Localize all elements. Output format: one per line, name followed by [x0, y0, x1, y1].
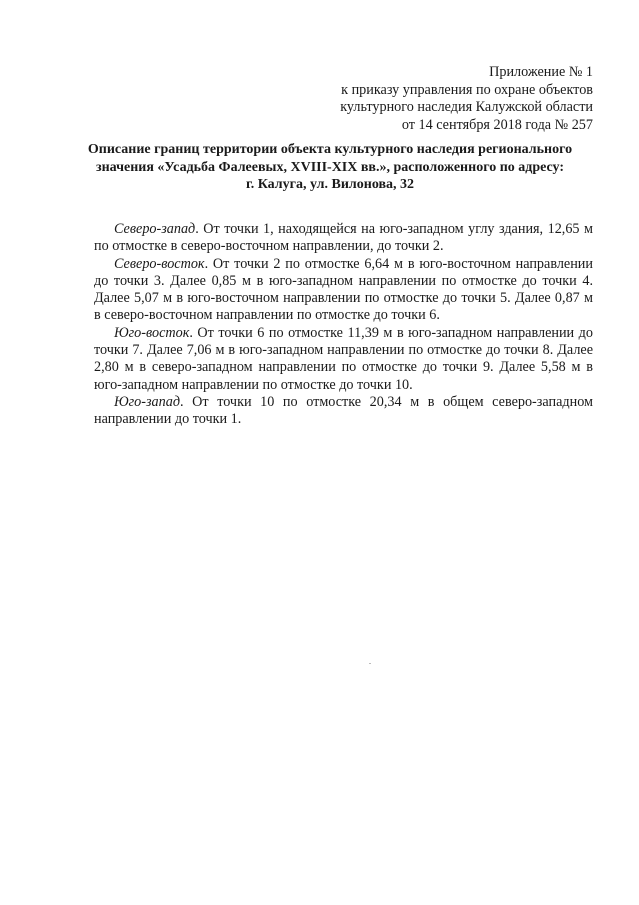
title-line-1: Описание границ территории объекта культурного наследия регионального — [87, 142, 573, 157]
section-southwest — [94, 394, 593, 429]
scan-speck — [369, 663, 371, 664]
appendix-line-authority: культурного наследия Калужской области — [340, 99, 593, 115]
section-direction: Юго-запад — [114, 393, 180, 410]
section-text: . От точки 10 по отмостке 20,34 м в общем северо-западном направлении до точки 1. — [94, 393, 593, 428]
section-direction: Юго-восток — [114, 324, 190, 341]
section-text: . От точки 1, находящейся на юго-западном углу здания, 12,65 м по отмостке в северо-восточном направлении, до точки 2. — [94, 221, 593, 255]
section-direction: Северо-запад — [114, 221, 196, 237]
appendix-line-number: Приложение № 1 — [489, 64, 593, 80]
title-line-2: значения «Усадьба Фалеевых, XVIII-XIX вв.», расположенного по адресу: — [95, 159, 565, 175]
section-text: . От точки 2 по отмостке 6,64 м в юго-восточном направлении до точки 3. Далее 0,85 м в юго-западном направлении по отмостке до точки 4. Далее 5,07 м в юго-восточном направлении по отмостке до точки 5. Далее 0,87 м в северо-восточном направлении по отмостке до точки 6. — [94, 255, 593, 324]
appendix-header — [340, 64, 593, 134]
section-northeast — [94, 256, 593, 325]
appendix-line-date: от 14 сентября 2018 года № 257 — [401, 116, 593, 133]
title-line-3: г. Калуга, ул. Вилонова, 32 — [245, 177, 415, 192]
section-southeast — [94, 325, 593, 394]
appendix-line-order: к приказу управления по охране объектов — [341, 81, 593, 98]
section-northwest — [94, 221, 593, 256]
section-text: . От точки 6 по отмостке 11,39 м в юго-западном направлении до точки 7. Далее 7,06 м в юго-западном направлении по отмостке до точки 8. Далее 2,80 м в северо-западном направлении по отмостке до точки 9. Далее 5,58 м в юго-западном направлении по отмостке до точки 10. — [94, 324, 593, 393]
section-direction: Северо-восток — [114, 255, 205, 272]
document-title — [60, 141, 600, 194]
boundary-description — [94, 221, 593, 429]
